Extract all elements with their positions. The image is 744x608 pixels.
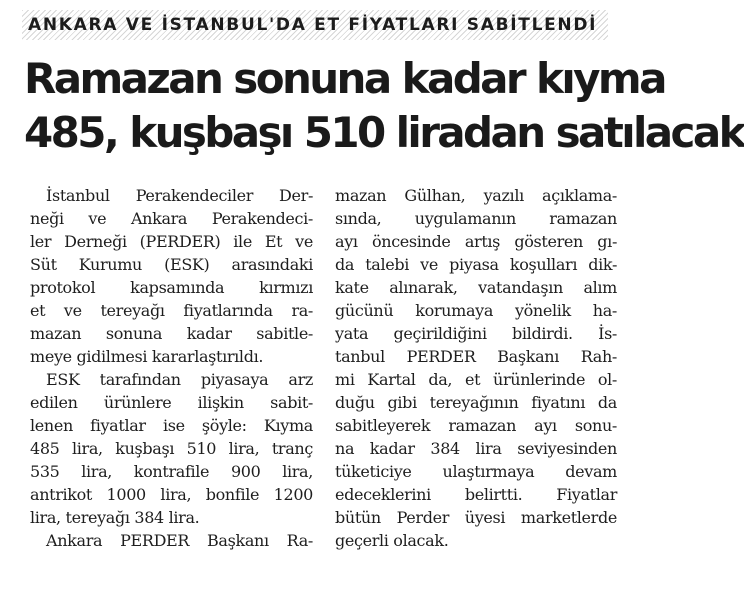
body-line: mazan Gülhan, yazılı açıklama- xyxy=(335,186,617,205)
body-line: kate alınarak, vatandaşın alım xyxy=(335,278,617,297)
body-line: et ve tereyağı fiyatlarında ra- xyxy=(30,301,313,320)
body-line: sabitleyerek ramazan ayı sonu- xyxy=(335,416,617,435)
body-line: protokol kapsamında kırmızı xyxy=(30,278,313,297)
body-line: mazan sonuna kadar sabitle- xyxy=(30,324,313,343)
headline xyxy=(24,52,744,160)
article-column-left xyxy=(30,184,313,552)
kicker-text: ANKARA VE İSTANBUL'DA ET FİYATLARI SABİTLENDİ xyxy=(28,15,598,35)
body-line: bütün Perder üyesi marketlerde xyxy=(335,508,617,527)
body-line: antrikot 1000 lira, bonfile 1200 xyxy=(30,485,313,504)
article-column-right xyxy=(335,184,617,552)
headline-line-2: 485, kuşbaşı 510 liradan satılacak xyxy=(24,108,744,157)
body-line: edilen ürünlere ilişkin sabit- xyxy=(30,393,313,412)
body-line: mi Kartal da, et ürünlerinde ol- xyxy=(335,370,617,389)
body-line: 535 lira, kontrafile 900 lira, xyxy=(30,462,313,481)
body-line: 485 lira, kuşbaşı 510 lira, tranç xyxy=(30,439,313,458)
body-line: lira, tereyağı 384 lira. xyxy=(30,508,200,527)
body-line: duğu gibi tereyağının fiyatını da xyxy=(335,393,617,412)
body-line: neği ve Ankara Perakendeci- xyxy=(30,209,313,228)
body-line: ayı öncesinde artış gösteren gı- xyxy=(335,232,617,251)
body-line: yata geçirildiğini bildirdi. İs- xyxy=(335,324,617,343)
body-line: Süt Kurumu (ESK) arasındaki xyxy=(30,255,313,274)
body-line: Ankara PERDER Başkanı Ra- xyxy=(46,531,313,550)
body-line: İstanbul Perakendeciler Der- xyxy=(46,186,313,205)
body-line: tüketiciye ulaştırmaya devam xyxy=(335,462,617,481)
headline-line-1: Ramazan sonuna kadar kıyma xyxy=(24,54,665,103)
body-line: tanbul PERDER Başkanı Rah- xyxy=(335,347,617,366)
body-line: meye gidilmesi kararlaştırıldı. xyxy=(30,347,264,366)
body-line: gücünü korumaya yönelik ha- xyxy=(335,301,617,320)
body-line: geçerli olacak. xyxy=(335,531,449,550)
body-line: na kadar 384 lira seviyesinden xyxy=(335,439,617,458)
body-line: ler Derneği (PERDER) ile Et ve xyxy=(30,232,313,251)
body-line: ESK tarafından piyasaya arz xyxy=(46,370,313,389)
body-line: edeceklerini belirtti. Fiyatlar xyxy=(335,485,617,504)
body-line: lenen fiyatlar ise şöyle: Kıyma xyxy=(30,416,313,435)
body-line: sında, uygulamanın ramazan xyxy=(335,209,617,228)
body-line: da talebi ve piyasa koşulları dik- xyxy=(335,255,617,274)
